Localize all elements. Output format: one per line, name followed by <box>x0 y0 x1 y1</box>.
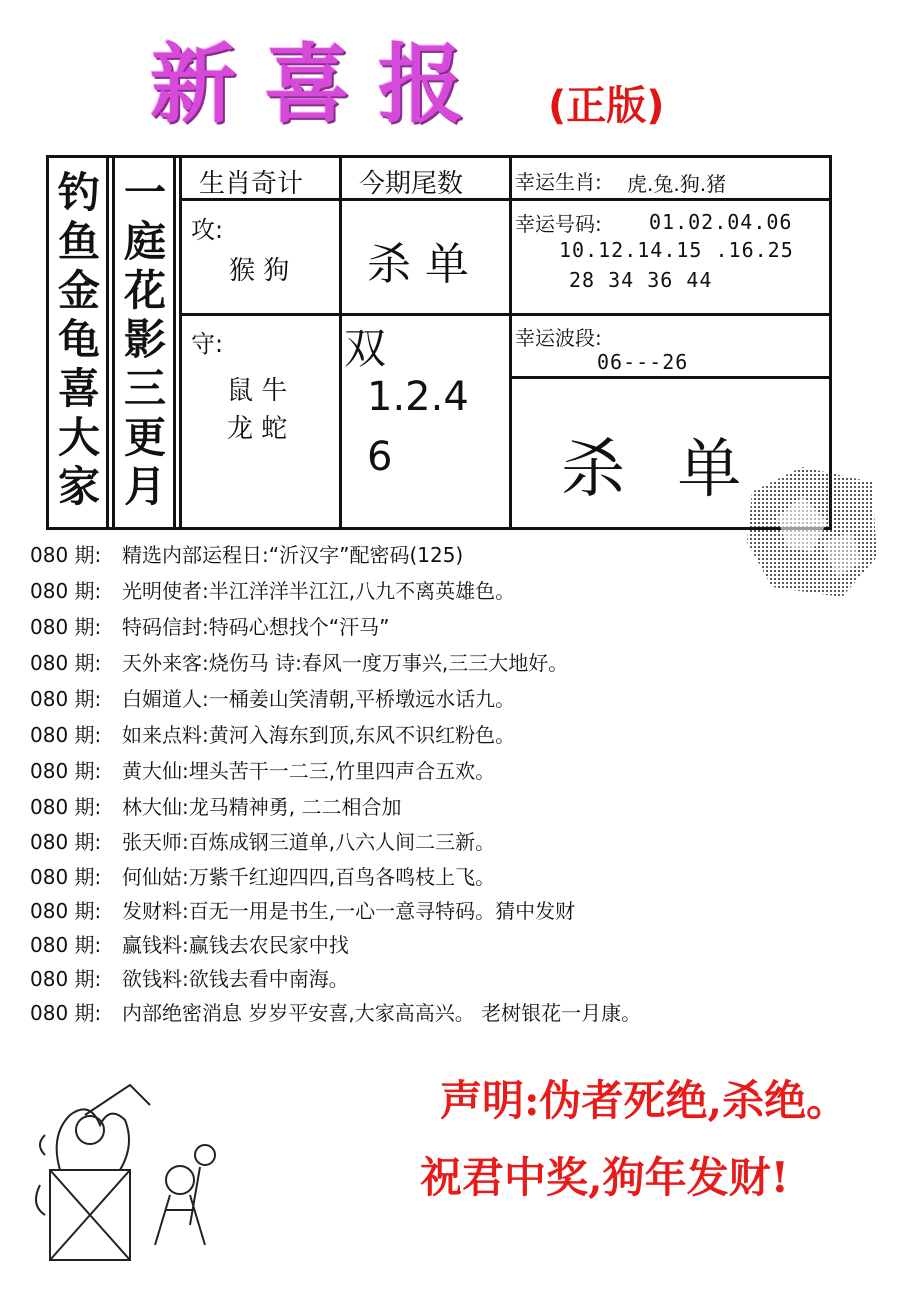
forecast-line <box>30 648 568 678</box>
defend-line-1: 鼠 牛 <box>227 376 288 406</box>
attack-value: 猴 狗 <box>229 256 290 286</box>
header-tail: 今期尾数 <box>359 169 464 199</box>
forecast-line <box>30 540 463 570</box>
lucky-wave-label: 幸运波段: <box>515 326 602 350</box>
defend-line-2: 龙 蛇 <box>227 414 288 444</box>
info-table <box>46 155 832 530</box>
forecast-line <box>30 862 495 892</box>
stamp-seal <box>742 462 882 602</box>
edition-label: (正版) <box>548 83 665 129</box>
forecast-text: 何仙姑:万紫千红迎四四,百鸟各鸣枝上飞。 <box>122 865 496 889</box>
vertical-slogan-2: 一 庭 花 影 三 更 月 <box>123 168 166 511</box>
double-label: 双 <box>344 324 387 373</box>
forecast-text: 欲钱料:欲钱去看中南海。 <box>122 967 349 991</box>
header-zodiac: 生肖奇计 <box>199 169 304 199</box>
cartoon-illustration <box>30 1075 230 1265</box>
defend-label: 守: <box>191 330 224 358</box>
forecast-line <box>30 576 515 606</box>
lucky-wave-value: 06---26 <box>597 350 689 374</box>
lucky-numbers-line-1: 01.02.04.06 <box>649 210 793 234</box>
wish-notice: 祝君中奖,狗年发财! <box>420 1153 790 1202</box>
lucky-numbers-line-2: 10.12.14.15 .16.25 <box>559 238 794 262</box>
masthead-title: 新喜报 <box>150 35 492 135</box>
forecast-line <box>30 612 389 642</box>
forecast-text: 内部绝密消息 岁岁平安喜,大家高高兴。 老树银花一月康。 <box>122 1001 642 1025</box>
forecast-text: 如来点料:黄河入海东到顶,东风不识红粉色。 <box>122 723 516 747</box>
forecast-text: 精选内部运程日:“沂汉字”配密码(125) <box>122 543 464 567</box>
forecast-line <box>30 930 349 960</box>
period-label: 080 期: <box>30 759 102 783</box>
statement-notice: 声明:伪者死绝,杀绝。 <box>440 1076 849 1125</box>
double-numbers-2: 6 <box>367 434 393 480</box>
vertical-slogan-1: 钓 鱼 金 龟 喜 大 家 <box>57 168 100 511</box>
forecast-text: 张天师:百炼成钢三道单,八六人间二三新。 <box>122 830 496 854</box>
period-label: 080 期: <box>30 967 102 991</box>
forecast-text: 黄大仙:埋头苦干一二三,竹里四声合五欢。 <box>122 759 496 783</box>
forecast-line <box>30 792 401 822</box>
forecast-text: 林大仙:龙马精神勇, 二二相合加 <box>122 795 402 819</box>
forecast-text: 白媚道人:一桶姜山笑清朝,平桥墩远水话九。 <box>122 687 516 711</box>
lucky-zodiac-value: 虎.兔.狗.猪 <box>627 172 727 196</box>
period-label: 080 期: <box>30 899 102 923</box>
period-label: 080 期: <box>30 933 102 957</box>
forecast-line <box>30 684 515 714</box>
forecast-text: 光明使者:半江洋洋半江江,八九不离英雄色。 <box>122 579 516 603</box>
kill-single-large: 杀 单 <box>561 433 758 507</box>
period-label: 080 期: <box>30 615 102 639</box>
attack-label: 攻: <box>191 216 224 244</box>
period-label: 080 期: <box>30 723 102 747</box>
period-label: 080 期: <box>30 830 102 854</box>
period-label: 080 期: <box>30 651 102 675</box>
forecast-line <box>30 896 575 926</box>
period-label: 080 期: <box>30 795 102 819</box>
period-label: 080 期: <box>30 543 102 567</box>
period-label: 080 期: <box>30 865 102 889</box>
forecast-text: 发财料:百无一用是书生,一心一意寻特码。猜中发财 <box>122 899 576 923</box>
period-label: 080 期: <box>30 687 102 711</box>
forecast-line <box>30 720 515 750</box>
double-numbers-1: 1.2.4 <box>367 374 469 420</box>
forecast-text: 特码信封:特码心想找个“汗马” <box>122 615 390 639</box>
forecast-text: 赢钱料:赢钱去农民家中找 <box>122 933 349 957</box>
lucky-numbers-line-3: 28 34 36 44 <box>569 268 713 292</box>
period-label: 080 期: <box>30 1001 102 1025</box>
period-label: 080 期: <box>30 579 102 603</box>
forecast-line <box>30 964 349 994</box>
forecast-line <box>30 827 495 857</box>
forecast-line <box>30 756 495 786</box>
kill-single-small: 杀 单 <box>367 239 469 290</box>
forecast-line <box>30 998 641 1028</box>
lucky-zodiac-label: 幸运生肖: <box>515 170 602 194</box>
lucky-numbers-label: 幸运号码: <box>515 212 602 236</box>
forecast-text: 天外来客:烧伤马 诗:春风一度万事兴,三三大地好。 <box>122 651 569 675</box>
